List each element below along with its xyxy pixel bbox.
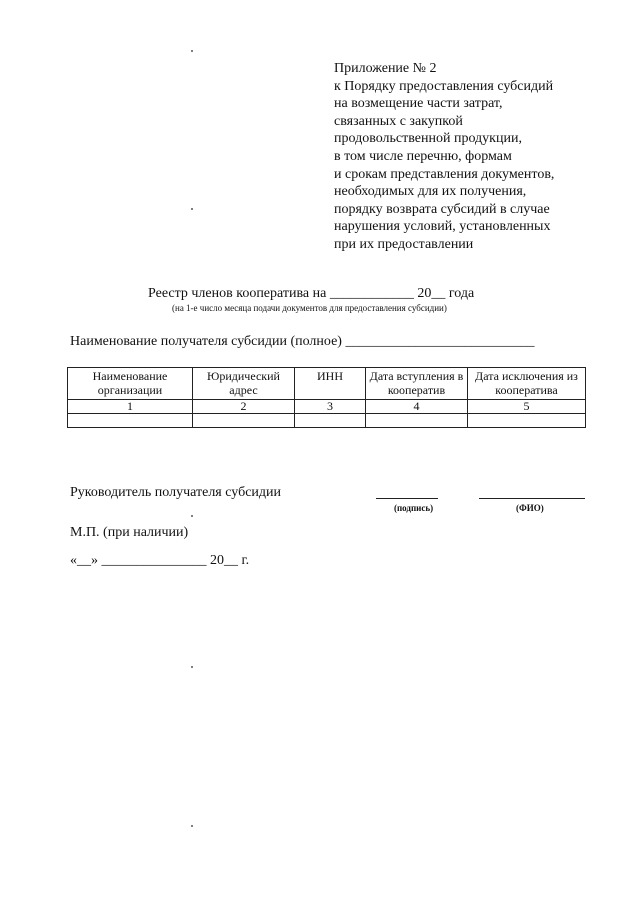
appendix-line: необходимых для их получения,	[334, 184, 527, 200]
appendix-line: продовольственной продукции,	[334, 131, 522, 147]
table-cell	[366, 414, 468, 428]
table-cell	[468, 414, 586, 428]
date-line: «__» _______________ 20__ г.	[70, 553, 250, 568]
table-cell	[68, 414, 193, 428]
column-number: 4	[366, 400, 468, 414]
signature-caption: (подпись)	[394, 503, 434, 513]
column-header-exit-date: Дата исключения из кооператива	[468, 368, 586, 400]
appendix-line: порядку возврата субсидий в случае	[334, 201, 550, 217]
head-signature-label: Руководитель получателя субсидии	[70, 485, 282, 500]
column-header-organization: Наименование организации	[68, 368, 193, 400]
table-number-row	[68, 400, 586, 414]
scan-speck	[191, 208, 193, 210]
appendix-line: в том числе перечню, формам	[334, 148, 512, 164]
column-header-address: Юридический адрес	[193, 368, 295, 400]
appendix-line: при их предоставлении	[334, 236, 474, 252]
scan-speck	[191, 515, 193, 517]
appendix-line: к Порядку предоставления субсидий	[334, 78, 554, 94]
signature-line	[376, 498, 438, 499]
column-number: 2	[193, 400, 295, 414]
name-line	[479, 498, 585, 499]
recipient-name-field: Наименование получателя субсидии (полное) ___________________________	[70, 334, 535, 349]
appendix-line: связанных с закупкой	[334, 113, 463, 129]
stamp-label: М.П. (при наличии)	[70, 525, 189, 540]
appendix-line: нарушения условий, установленных	[334, 219, 551, 235]
appendix-line: и срокам представления документов,	[334, 166, 555, 182]
scan-speck	[191, 825, 193, 827]
column-header-inn: ИНН	[295, 368, 366, 400]
table-cell	[193, 414, 295, 428]
scan-speck	[191, 50, 193, 52]
scan-speck	[191, 666, 193, 668]
name-caption: (ФИО)	[516, 503, 544, 513]
column-number: 5	[468, 400, 586, 414]
appendix-header	[334, 60, 634, 254]
table-header-row	[68, 368, 586, 400]
column-number: 1	[68, 400, 193, 414]
column-number: 3	[295, 400, 366, 414]
appendix-line: Приложение № 2	[334, 61, 437, 76]
members-table	[67, 367, 586, 428]
appendix-line: на возмещение части затрат,	[334, 96, 503, 112]
register-note: (на 1-е число месяца подачи документов для предоставления субсидии)	[172, 303, 447, 313]
table-row	[68, 414, 586, 428]
column-header-join-date: Дата вступления в кооператив	[366, 368, 468, 400]
table-cell	[295, 414, 366, 428]
register-title: Реестр членов кооператива на ____________ 20__ года	[148, 286, 475, 301]
